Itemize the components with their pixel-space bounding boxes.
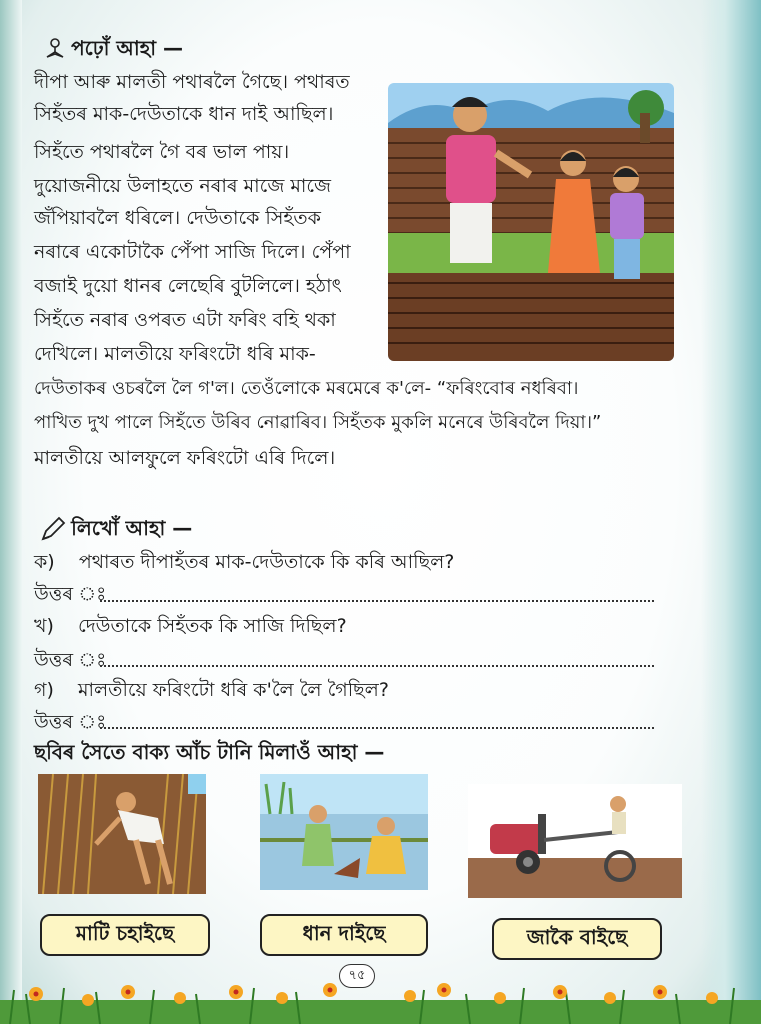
answer-line[interactable] xyxy=(100,665,654,667)
match-label-tractor[interactable]: জাকৈ বাইছে xyxy=(492,918,662,960)
answer-label: উত্তৰ ঃ xyxy=(34,649,107,671)
write-heading: লিখোঁ আহা — xyxy=(71,516,193,540)
story-line: জঁপিয়াবলৈ ধৰিলে। দেউতাকে সিহঁতক xyxy=(34,207,321,229)
read-heading: পঢ়োঁ আহা — xyxy=(71,36,183,60)
question-text: দেউতাকে সিহঁতক কি সাজি দিছিল? xyxy=(77,615,347,637)
story-line: সিহঁতে পথাৰলৈ গৈ বৰ ভাল পায়। xyxy=(34,141,290,163)
story-line: নৰাৰে একোটাকৈ পেঁপা সাজি দিলে। পেঁপা xyxy=(34,241,351,263)
story-line: বজাই দুয়ো ধানৰ লেছেৰি বুটলিলে। হঠাৎ xyxy=(34,275,342,297)
question-row xyxy=(34,676,389,708)
match-picture-3 xyxy=(468,784,682,898)
question-marker: ক) xyxy=(34,551,55,573)
answer-label: উত্তৰ ঃ xyxy=(34,583,107,605)
reading-person-icon xyxy=(44,38,66,64)
question-row xyxy=(34,548,454,580)
story-illustration xyxy=(388,83,674,361)
story-line: মালতীয়ে আলফুলে ফৰিংটো এৰি দিলে। xyxy=(34,447,336,469)
story-line: পাখিত দুখ পালে সিহঁতে উৰিব নোৱাৰিব। সিহঁতক মুকলি মনেৰে উৰিবলৈ দিয়া।” xyxy=(34,412,602,433)
answer-line[interactable] xyxy=(100,727,654,729)
page-right-border xyxy=(701,0,761,1024)
match-picture-1 xyxy=(38,774,206,894)
story-line: দেউতাকৰ ওচৰলৈ লৈ গ'ল। তেওঁলোকে মৰমেৰে ক'লে- “ফৰিংবোৰ নধৰিবা। xyxy=(34,378,579,399)
question-marker: গ) xyxy=(34,679,54,701)
answer-label: উত্তৰ ঃ xyxy=(34,711,107,733)
story-line: দুয়োজনীয়ে উলাহতে নৰাৰ মাজে মাজে xyxy=(34,175,332,197)
story-line: দীপা আৰু মালতী পথাৰলৈ গৈছে। পথাৰত xyxy=(34,71,350,93)
question-marker: খ) xyxy=(34,615,54,637)
pencil-icon xyxy=(40,516,66,546)
match-picture-2 xyxy=(260,774,428,890)
match-label-harvesting[interactable]: ধান দাইছে xyxy=(260,914,428,956)
story-line: সিহঁতৰ মাক-দেউতাকে ধান দাই আছিল। xyxy=(34,103,334,125)
question-text: মালতীয়ে ফৰিংটো ধৰি ক'লৈ লৈ গৈছিল? xyxy=(77,679,389,701)
answer-line[interactable] xyxy=(100,600,654,602)
read-heading-row xyxy=(44,34,183,67)
story-line: সিহঁতে নৰাৰ ওপৰত এটা ফৰিং বহি থকা xyxy=(34,309,336,331)
match-heading: ছবিৰ সৈতে বাক্য আঁচ টানি মিলাওঁ আহা — xyxy=(34,740,385,764)
question-text: পথাৰত দীপাহঁতৰ মাক-দেউতাকে কি কৰি আছিল? xyxy=(78,551,455,573)
write-heading-row xyxy=(40,514,192,547)
question-row xyxy=(34,612,347,644)
page-left-border xyxy=(0,0,22,1024)
story-line: দেখিলে। মালতীয়ে ফৰিংটো ধৰি মাক- xyxy=(34,343,316,365)
flower-border xyxy=(0,980,761,1024)
match-label-plowing[interactable]: মাটি চহাইছে xyxy=(40,914,210,956)
page-number: ৭৫ xyxy=(339,964,375,988)
